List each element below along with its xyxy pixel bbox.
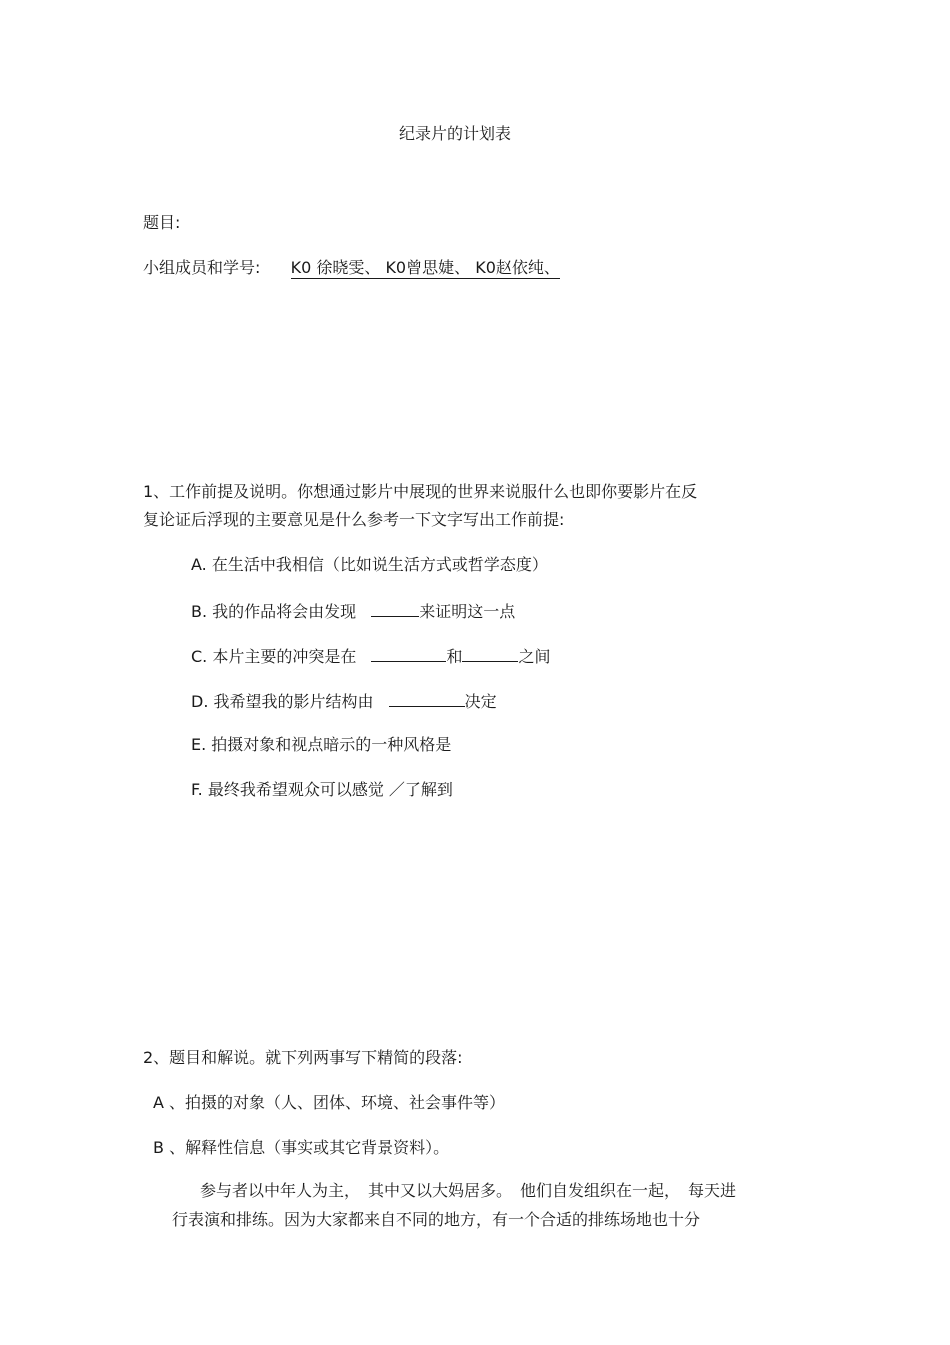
section2-heading: 2、题目和解说。就下列两事写下精简的段落:	[143, 1048, 463, 1067]
item-c-blank-1[interactable]	[371, 645, 446, 662]
item-f-marker: F.	[191, 780, 203, 799]
item-c-marker: C.	[191, 647, 208, 666]
item-b-text-before: 我的作品将会由发现	[212, 602, 357, 621]
item-c	[191, 645, 551, 667]
section1-heading-line1: 1、工作前提及说明。你想通过影片中展现的世界来说服什么也即你要影片在反	[143, 482, 698, 501]
members-row	[143, 258, 560, 278]
item-f-text: 最终我希望观众可以感觉 ／了解到	[207, 780, 453, 799]
item-d-text-after: 决定	[464, 692, 497, 711]
item-f	[191, 780, 453, 800]
item-b-blank[interactable]	[371, 600, 419, 617]
section2-item-b: B 、解释性信息（事实或其它背景资料）。	[153, 1138, 450, 1157]
item-d-text-before: 我希望我的影片结构由	[213, 692, 374, 711]
item-c-blank-2[interactable]	[462, 645, 518, 662]
item-d	[191, 690, 497, 712]
section1-heading-line2: 复论证后浮现的主要意见是什么参考一下文字写出工作前提:	[143, 510, 565, 529]
paragraph-line-2: 行表演和排练。因为大家都来自不同的地方，有一个合适的排练场地也十分	[172, 1210, 701, 1229]
item-d-blank[interactable]	[389, 690, 465, 707]
item-a-text: 在生活中我相信（比如说生活方式或哲学态度）	[211, 555, 548, 574]
paragraph-line-1: 参与者以中年人为主， 其中又以大妈居多。 他们自发组织在一起， 每天进	[200, 1181, 737, 1200]
item-e-marker: E.	[191, 735, 207, 754]
document-title: 纪录片的计划表	[398, 124, 511, 143]
item-b-text-after: 来证明这一点	[419, 602, 516, 621]
topic-label: 题目:	[143, 213, 181, 232]
members-label: 小组成员和学号:	[143, 258, 261, 277]
members-value: K0 徐晓雯、 K0曾思婕、 K0赵依纯、	[290, 258, 560, 277]
item-e-text: 拍摄对象和视点暗示的一种风格是	[211, 735, 452, 754]
item-a	[191, 555, 548, 575]
item-b-marker: B.	[191, 602, 208, 621]
item-c-text-middle: 和	[446, 647, 463, 666]
item-d-marker: D.	[191, 692, 209, 711]
item-c-text-after: 之间	[518, 647, 551, 666]
item-e	[191, 735, 451, 755]
section2-item-a: A 、拍摄的对象（人、团体、环境、社会事件等）	[153, 1093, 506, 1112]
item-c-text-before: 本片主要的冲突是在	[212, 647, 357, 666]
item-a-marker: A.	[191, 555, 207, 574]
item-b	[191, 600, 515, 622]
